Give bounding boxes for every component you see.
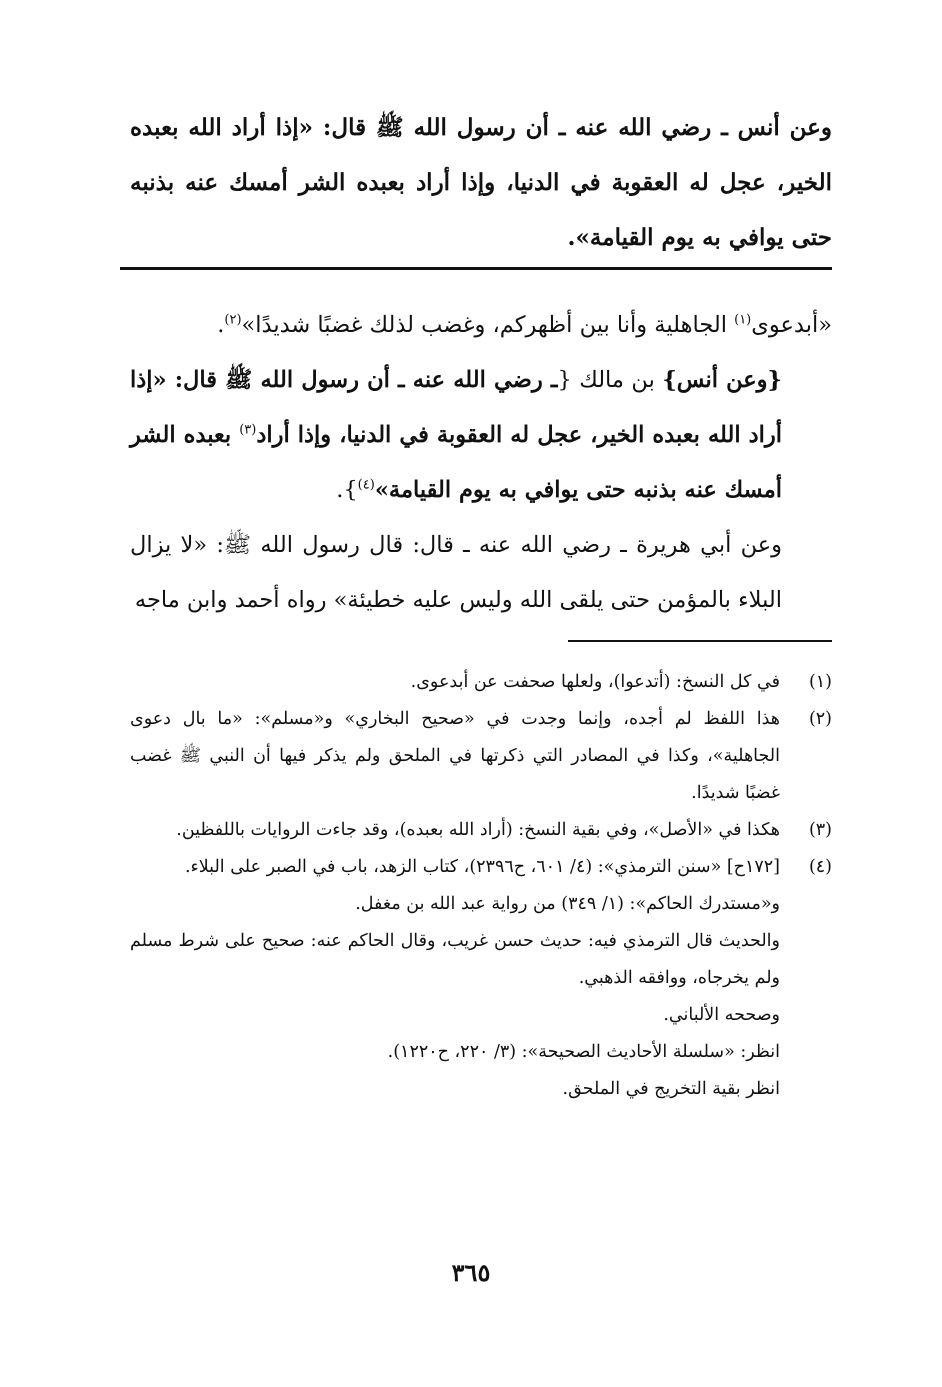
- footnote-continuation: انظر: «سلسلة الأحاديث الصحيحة»: (٣/ ٢٢٠، ح١٢٢٠).: [387, 1042, 780, 1062]
- footnote-number: (٣): [808, 820, 832, 840]
- hadith-text: وعن أنس ـ رضي الله عنه ـ أن رسول الله ﷺ قال: «إذا أراد الله بعبده الخير، عجل له العقوبة في الدنيا، وإذا أراد بعبده الشر أمسك عنه بذنبه حتى يوافي به يوم القيامة».: [130, 114, 832, 251]
- footnote-number: (٢): [808, 709, 832, 729]
- hadith-text-block: [130, 100, 832, 265]
- section-divider: [120, 267, 832, 270]
- footnote-text: هكذا في «الأصل»، وفي بقية النسخ: (أراد الله بعبده)، وقد جاءت الروايات باللفظين.: [176, 820, 780, 840]
- footnote-ref-2: (٢): [224, 312, 242, 328]
- text: }.: [336, 477, 358, 503]
- footnote-continuation: انظر بقية التخريج في الملحق.: [562, 1079, 780, 1099]
- text: «أبدعوى: [751, 312, 832, 338]
- footnote-continuation: و«مستدرك الحاكم»: (١/ ٣٤٩) من رواية عبد الله بن مغفل.: [355, 894, 780, 914]
- commentary-paragraph-3: وعن أبي هريرة ـ رضي الله عنه ـ قال: قال رسول الله ﷺ: «لا يزال البلاء بالمؤمن حتى يلقى الله وليس عليه خطيئة» رواه أحمد وابن ماجه: [130, 532, 782, 613]
- footnote-text: [١٧٢ح] «سنن الترمذي»: (٤/ ٦٠١، ح٢٣٩٦)، كتاب الزهد، باب في الصبر على البلاء.: [184, 857, 780, 877]
- text: الجاهلية وأنا بين أظهركم، وغضب لذلك غضبًا شديدًا»: [241, 312, 735, 338]
- footnote-ref-4: (٤): [357, 477, 375, 493]
- text: بن مالك {: [557, 367, 663, 393]
- footnote: [130, 664, 832, 701]
- commentary-paragraph-2: [130, 353, 832, 518]
- commentary-paragraph-1: [130, 298, 832, 353]
- footnote: [130, 812, 832, 849]
- footnote-continuation: وصححه الألباني.: [663, 1005, 780, 1025]
- footnote-number: (٤): [808, 857, 832, 877]
- text: بعبده الشر أمسك عنه بذنبه حتى يوافي به يوم القيامة»: [130, 422, 782, 503]
- commentary-block: [130, 298, 832, 628]
- footnotes: [130, 664, 832, 1108]
- footnote-continuation: والحديث قال الترمذي فيه: حديث حسن غريب، وقال الحاكم عنه: صحيح على شرط مسلم ولم يخرجاه، ووافقه الذهبي.: [130, 931, 780, 988]
- text: {وعن أنس}: [662, 367, 783, 393]
- footnote-text: في كل النسخ: (أتدعوا)، ولعلها صحفت عن أبدعوى.: [410, 672, 780, 692]
- text: ـ رضي الله عنه ـ أن رسول الله ﷺ قال: «إذا أراد الله بعبده الخير، عجل له العقوبة في الدنيا، وإذا أراد: [130, 367, 783, 448]
- footnote: [130, 849, 832, 886]
- footnote-number: (١): [808, 672, 832, 692]
- footnote-ref-3: (٣): [239, 422, 257, 438]
- footnote: [130, 701, 832, 812]
- footnote-divider: [568, 640, 832, 642]
- footnote-text: هذا اللفظ لم أجده، وإنما وجدت في «صحيح البخاري» و«مسلم»: «ما بال دعوى الجاهلية»، وكذا في المصادر التي ذكرتها في الملحق ولم يذكر فيها أن النبي ﷺ غضب غضبًا شديدًا.: [130, 709, 780, 803]
- text: .: [217, 312, 225, 338]
- footnote-ref-1: (١): [734, 312, 752, 328]
- page-number: ٣٦٥: [451, 1258, 491, 1287]
